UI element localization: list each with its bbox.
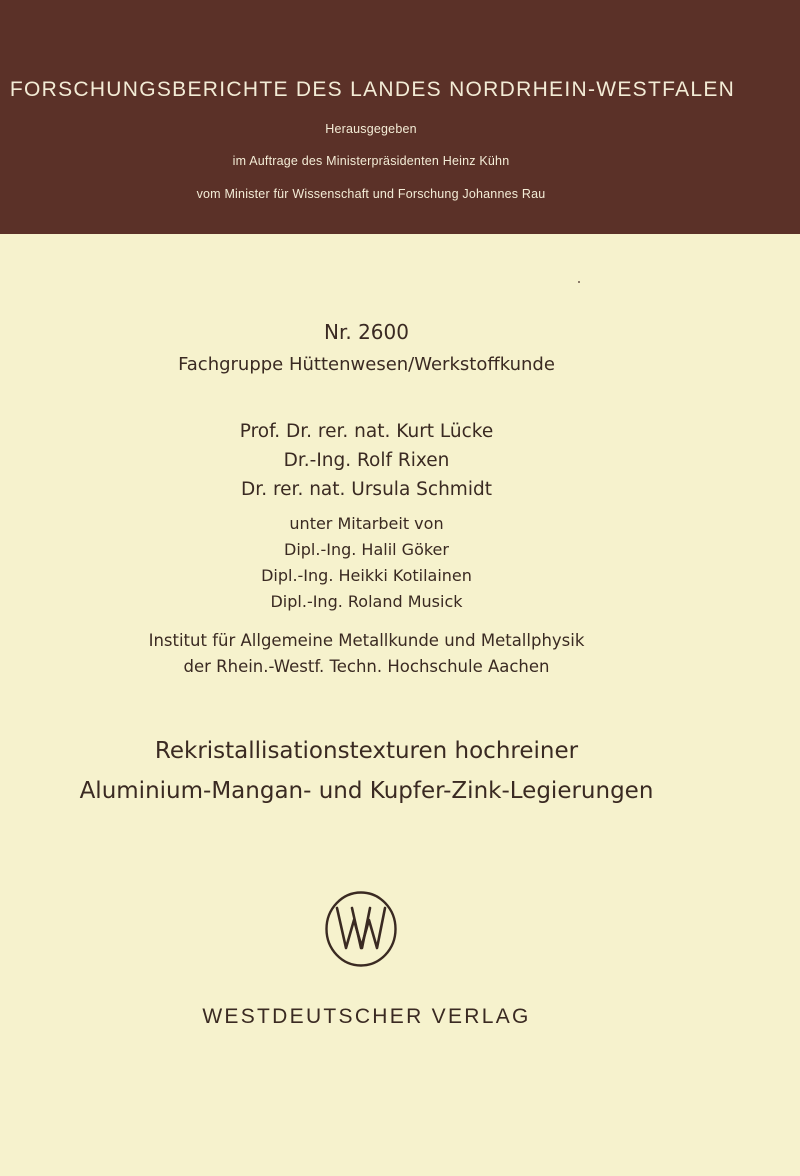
title-line-2: Aluminium-Mangan- und Kupfer-Zink-Legierungen xyxy=(79,778,654,804)
collaboration-intro: unter Mitarbeit von xyxy=(289,514,444,533)
collaborator-2: Dipl.-Ing. Heikki Kotilainen xyxy=(261,566,472,585)
editor-line-3: vom Minister für Wissenschaft und Forschung Johannes Rau xyxy=(196,187,546,201)
author-1: Prof. Dr. rer. nat. Kurt Lücke xyxy=(239,421,494,442)
editor-line-1: Herausgegeben xyxy=(325,122,417,136)
subject-group: Fachgruppe Hüttenwesen/Werkstoffkunde xyxy=(178,354,555,375)
author-3: Dr. rer. nat. Ursula Schmidt xyxy=(241,479,492,500)
series-title: FORSCHUNGSBERICHTE DES LANDES NORDRHEIN-WESTFALEN xyxy=(9,78,736,101)
series-header-band xyxy=(0,0,800,234)
institute-line-1: Institut für Allgemeine Metallkunde und Metallphysik xyxy=(148,631,585,650)
collaborator-3: Dipl.-Ing. Roland Musick xyxy=(270,592,463,611)
speck-mark xyxy=(578,281,580,283)
title-line-1: Rekristallisationstexturen hochreiner xyxy=(154,738,579,764)
publisher-name: WESTDEUTSCHER VERLAG xyxy=(202,1005,531,1028)
author-2: Dr.-Ing. Rolf Rixen xyxy=(283,450,450,471)
collaborator-1: Dipl.-Ing. Halil Göker xyxy=(284,540,449,559)
editor-line-2: im Auftrage des Ministerpräsidenten Heinz Kühn xyxy=(232,154,510,168)
publisher-logo-icon xyxy=(324,890,398,968)
report-number: Nr. 2600 xyxy=(324,320,409,344)
institute-line-2: der Rhein.-Westf. Techn. Hochschule Aachen xyxy=(183,657,550,676)
